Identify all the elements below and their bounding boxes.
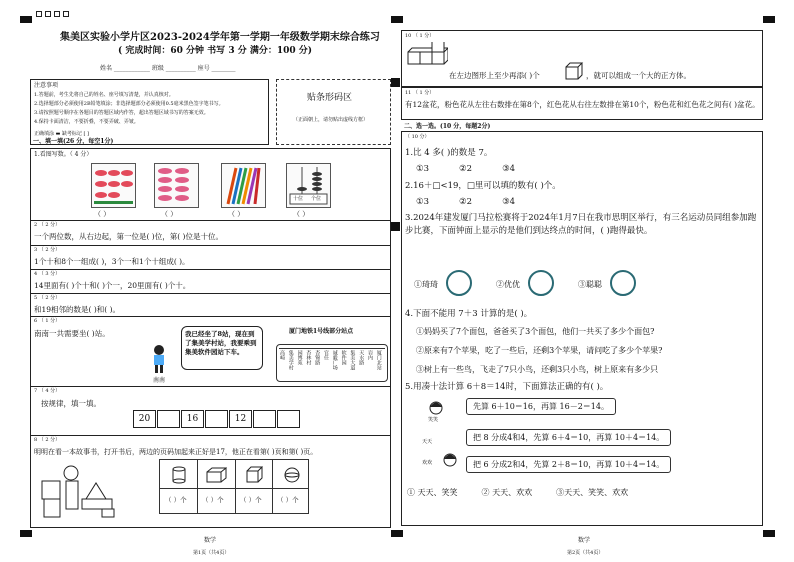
child-name: 南南	[153, 377, 166, 384]
q11-text[interactable]: 有12盆花，粉色花从左往右数排在第8个，红色花从右往左数排在第10个，粉色花和红色花之间有( )盆花。	[405, 100, 760, 109]
metro-station: 园博苑	[296, 350, 303, 365]
sequence-cell: 20	[133, 410, 156, 428]
q2-text[interactable]: 一个两位数，从右边起，第一位是( )位，第( )位是十位。	[34, 232, 223, 241]
q10-text-2: ，就可以组成一个大的正方体。	[586, 71, 691, 80]
q15-option[interactable]: ②原来有7个苹果，吃了一些后，还剩3个苹果，请问吃了多少个苹果?	[416, 346, 663, 355]
pencils-picture	[221, 163, 266, 208]
notes-line: 1.答题前，考生先将自己的姓名、座号填写清楚，并认真核对。	[34, 92, 174, 98]
q9-blank[interactable]: （ ）个	[165, 496, 187, 504]
q7-score: 7 （ 4 分）	[34, 388, 61, 394]
q15-option[interactable]: ①妈妈买了7个面包，爸爸买了3个面包，他们一共买了多少个面包?	[416, 327, 655, 336]
barcode-title: 贴条形码区	[307, 93, 353, 103]
sequence-cell[interactable]	[277, 410, 300, 428]
cubes-figure	[406, 42, 448, 72]
kid-speech-bubble: 把 6 分成2和4，先算 2＋8＝10，再算 10＋4＝14。	[466, 456, 671, 473]
q9-blank[interactable]: （ ）个	[240, 496, 262, 504]
registration-mark	[391, 222, 400, 231]
sequence-cell[interactable]	[157, 410, 180, 428]
q10-text[interactable]: 在左边图形上至少再添( )个	[449, 71, 540, 80]
registration-mark	[391, 16, 403, 23]
registration-mark	[391, 530, 403, 537]
q1-blank[interactable]: （ ）	[94, 210, 111, 218]
clock-icon	[446, 270, 472, 296]
footer-page: 第1页（共4页）	[193, 550, 230, 556]
kid-speech-bubble: 先算 6＋10＝16，再算 16－2＝14。	[466, 398, 616, 415]
fish-picture-1	[91, 163, 136, 208]
notes-heading: 注意事项	[34, 82, 59, 89]
sequence-cell[interactable]	[253, 410, 276, 428]
kid-face-icon	[442, 452, 458, 468]
q11-score: 11 （ 1 分）	[405, 90, 435, 96]
q2-score: 2 （ 2 分）	[34, 222, 61, 228]
clock-icon	[610, 270, 636, 296]
kid-name: 欢欢	[422, 460, 433, 466]
abacus-tens-label: 十位	[293, 196, 304, 202]
q14-text[interactable]: 3.2024年建发厦门马拉松赛将于2024年1月7日在我市思明区举行，有三名运动员同组参加跑步比赛，下面钟面上显示的是他们到达终点的时间，( )跑得最快。	[405, 213, 757, 236]
sequence-cell: 16	[181, 410, 204, 428]
q16-options[interactable]: ① 天天、笑笑 ② 天天、欢欢 ③天天、笑笑、欢欢	[407, 488, 629, 497]
q13-text[interactable]: 2.16＋□<19，□里可以填的数有( )个。	[405, 181, 561, 191]
notes-line: 2.选择题部分必须使用2B铅笔填涂；非选择题部分必须使用0.5毫米黑色签字笔书写。	[34, 101, 224, 107]
q6-speech-bubble: 我已经坐了8站，现在到了集美学村站，我要乘到集美软件园站下车。	[181, 326, 263, 370]
cylinder-icon	[170, 465, 188, 485]
q12-text[interactable]: 1.比 4 多( )的数是 7。	[405, 148, 493, 158]
q15-option[interactable]: ③树上有一些鸟，飞走了7只小鸟，还剩3只小鸟，树上原来有多少只	[416, 365, 659, 374]
q1-head: 1.看图写数。（ 4 分）	[34, 151, 93, 158]
footer-subject: 数学	[578, 537, 591, 544]
barcode-area	[276, 79, 391, 145]
notes-line: 4.保持卡面清洁，不要折叠，不要弄破、弄皱。	[34, 119, 139, 125]
registration-mark	[763, 16, 775, 23]
q6-text[interactable]: 南南一共需要坐( )站。	[34, 329, 110, 338]
metro-station: 岩内	[367, 350, 373, 360]
q10-score: 10 （ 1 分）	[405, 33, 435, 39]
header-squares	[36, 11, 72, 19]
cuboid-icon	[205, 466, 227, 484]
metro-station: 厦门北站	[375, 350, 382, 370]
barcode-hint: （正面朝上，请勿贴出虚线方框）	[293, 117, 369, 123]
q6-score: 6 （ 1 分）	[34, 318, 61, 324]
child-figure	[149, 344, 169, 374]
q5-score: 5 （ 2 分）	[34, 295, 61, 301]
metro-station: 集美大道	[349, 350, 356, 370]
sphere-icon	[283, 465, 301, 485]
q8-text[interactable]: 明明在看一本故事书，打开书后，两边的页码加起来正好是17，他正在看第( )页和第( )页。	[34, 448, 318, 456]
single-cube-icon	[564, 61, 584, 81]
notes-box	[30, 79, 269, 145]
right-answer-area	[401, 131, 763, 526]
q12-score: （ 10 分）	[405, 134, 430, 140]
abacus-picture	[286, 163, 331, 208]
shape-count-table	[159, 459, 309, 514]
q15-text[interactable]: 4.下面不能用 7＋3 计算的是( )。	[405, 309, 533, 319]
q1-blank[interactable]: （ ）	[228, 210, 245, 218]
left-answer-area	[30, 148, 391, 528]
q1-blank[interactable]: （ ）	[293, 210, 310, 218]
q4-text[interactable]: 14里面有( )个十和( )个一，20里面有( )个十。	[34, 281, 191, 290]
section-2-heading: 二、选一选。(10 分，每题2分)	[404, 123, 491, 130]
sequence-cell[interactable]	[205, 410, 228, 428]
q7-text: 按规律，填一填。	[41, 399, 101, 408]
q9-blank[interactable]: （ ）个	[277, 496, 299, 504]
q11-box	[401, 87, 763, 120]
q3-score: 3 （ 2 分）	[34, 247, 61, 253]
q5-text[interactable]: 和19相邻的数是( )和( )。	[34, 305, 121, 314]
footer-subject: 数学	[204, 537, 217, 544]
footer-page: 第2页（共4页）	[567, 550, 604, 556]
clock-label[interactable]: ③聪聪	[578, 280, 602, 289]
kid-speech-bubble: 把 8 分成4和4，先算 6＋4＝10，再算 10＋4＝14。	[466, 429, 671, 446]
cube-icon	[245, 465, 263, 485]
q3-text[interactable]: 1个十和8个一组成( )，3个一和1个十组成( )。	[34, 257, 190, 266]
clock-label[interactable]: ②优优	[496, 280, 520, 289]
registration-mark	[20, 16, 32, 23]
q12-options[interactable]: ①3 ②2 ③4	[416, 164, 516, 174]
fill-example: 正确填涂 ▬ 缺考标记 [ ]	[34, 131, 89, 137]
page-title: 集美区实验小学片区2023-2024学年第一学期一年级数学期末综合练习	[60, 32, 380, 43]
kid-name: 天天	[422, 439, 433, 445]
clock-label[interactable]: ①琦琦	[414, 280, 438, 289]
sequence-cell: 12	[229, 410, 252, 428]
metro-station: 杏林村	[305, 350, 312, 365]
q9-blank[interactable]: （ ）个	[202, 496, 224, 504]
metro-station: 杏锦路	[314, 350, 321, 365]
q1-blank[interactable]: （ ）	[161, 210, 178, 218]
registration-mark	[391, 78, 400, 87]
building-blocks-figure	[36, 461, 126, 519]
registration-mark	[763, 530, 775, 537]
q13-options[interactable]: ①3 ②2 ③4	[416, 197, 516, 207]
page-subtitle: ( 完成时间：60 分钟 书写 3 分 满分：100 分)	[118, 46, 313, 56]
registration-mark	[20, 530, 32, 537]
notes-line: 3.请按照题号顺序在各题目的答题区域内作答，超出答题区域书写的答案无效。	[34, 110, 209, 116]
metro-station: 诚毅广场	[331, 350, 338, 370]
metro-station: 软件园	[340, 350, 347, 365]
q4-score: 4 （ 3 分）	[34, 271, 61, 277]
metro-station: 官任	[323, 350, 329, 360]
fish-picture-2	[154, 163, 199, 208]
kid-name: 笑笑	[428, 417, 439, 423]
metro-station: 集美学村	[287, 350, 294, 370]
student-info-line[interactable]: 姓名 ____________ 班级 __________ 座号 ________	[100, 65, 236, 72]
metro-station: 天水路	[358, 350, 365, 365]
abacus-ones-label: 个位	[311, 196, 322, 202]
metro-map	[276, 344, 388, 382]
q16-text[interactable]: 5.用凑十法计算 6＋8＝14时，下面算法正确的有( )。	[405, 382, 609, 392]
q10-box	[401, 30, 763, 87]
kid-face-icon	[428, 400, 444, 416]
clock-icon	[528, 270, 554, 296]
section-1-heading: 一、填一填(26 分，每空1分)	[33, 138, 114, 145]
q8-score: 8 （ 2 分）	[34, 437, 61, 443]
metro-map-title: 厦门地铁1号线部分站点	[289, 328, 354, 335]
metro-station: 高崎	[279, 350, 285, 360]
